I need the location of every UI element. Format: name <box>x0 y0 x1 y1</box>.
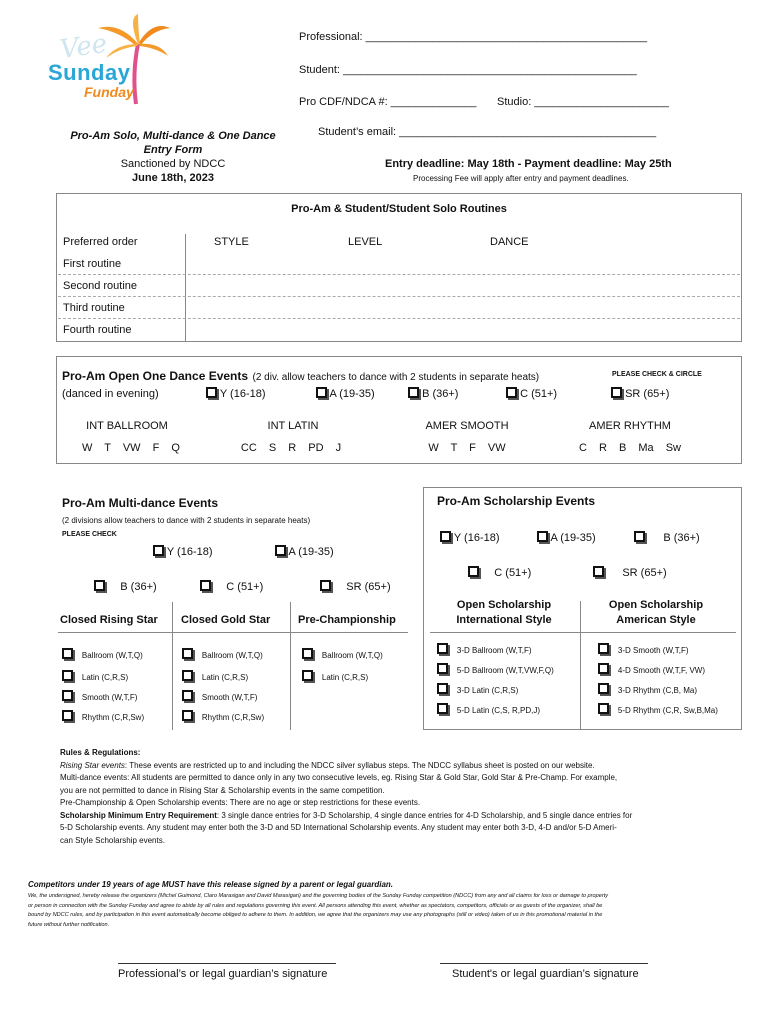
form-title: Pro-Am Solo, Multi-dance & One Dance <box>70 130 276 142</box>
scholarship-age-option[interactable]: C (51+) <box>468 566 531 579</box>
multi-age-option[interactable]: Y (16-18) <box>153 545 213 558</box>
multi-event-option[interactable]: Smooth (W,T,F) <box>182 690 257 702</box>
multi-title: Pro-Am Multi-dance Events <box>62 496 219 510</box>
scholarship-divider <box>580 601 581 730</box>
multi-event-option[interactable]: Ballroom (W,T,Q) <box>302 648 383 660</box>
scholarship-event-option[interactable]: 5-D Ballroom (W,T,VW,F,Q) <box>437 663 554 675</box>
checkbox-icon[interactable] <box>302 670 313 681</box>
student-email-field[interactable]: Student’s email: __________________________________________ <box>318 126 657 138</box>
scholarship-event-option[interactable]: 3-D Smooth (W,T,F) <box>598 643 689 655</box>
multi-event-option[interactable]: Ballroom (W,T,Q) <box>182 648 263 660</box>
checkbox-icon[interactable] <box>320 580 331 591</box>
scholarship-age-option[interactable]: SR (65+) <box>593 566 667 579</box>
multi-event-option[interactable]: Rhythm (C,R,Sw) <box>182 710 264 722</box>
style-int-ballroom: INT BALLROOM <box>86 420 168 432</box>
checkbox-icon[interactable] <box>153 545 164 556</box>
deadline-text: Entry deadline: May 18th - Payment deadline: May 25th <box>385 158 672 170</box>
age-option[interactable]: SR (65+) <box>611 387 669 400</box>
signature-label-professional: Professional’s or legal guardian’s signature <box>118 968 328 980</box>
multi-age-option[interactable]: A (19-35) <box>275 545 334 558</box>
rules-rising: Rising Star events: These events are restricted up to and including the NDCC silver syllabus steps. The NDCC syllabus sheet is posted on our website. <box>60 760 595 770</box>
checkbox-icon[interactable] <box>182 690 193 701</box>
checkbox-icon[interactable] <box>506 387 517 398</box>
scholarship-event-option[interactable]: 3-D Ballroom (W,T,F) <box>437 643 532 655</box>
checkbox-icon[interactable] <box>593 566 604 577</box>
logo-word-sunday: Sunday <box>48 60 131 85</box>
multi-subtitle: (2 divisions allow teachers to dance with 2 students in separate heats) <box>62 516 311 525</box>
sanctioned-text: Sanctioned by NDCC <box>120 158 226 170</box>
dances-int-ballroom[interactable]: W T VW F Q <box>82 442 180 454</box>
signature-line-professional[interactable] <box>118 963 336 964</box>
professional-field[interactable]: Professional: ______________________________________________ <box>299 31 648 43</box>
multi-event-option[interactable]: Latin (C,R,S) <box>182 670 248 682</box>
level-divider <box>172 602 173 730</box>
routine-row[interactable]: First routine <box>63 258 122 270</box>
checkbox-icon[interactable] <box>598 643 609 654</box>
release-heading: Competitors under 19 years of age MUST have this release signed by a parent or legal guardian. <box>28 880 393 889</box>
checkbox-icon[interactable] <box>182 648 193 659</box>
checkbox-icon[interactable] <box>437 703 448 714</box>
checkbox-icon[interactable] <box>408 387 419 398</box>
checkbox-icon[interactable] <box>62 710 73 721</box>
rules-section <box>60 747 730 847</box>
rules-min-3: can Style Scholarship events. <box>60 835 165 845</box>
checkbox-icon[interactable] <box>537 531 548 542</box>
checkbox-icon[interactable] <box>468 566 479 577</box>
routine-row[interactable]: Third routine <box>63 302 125 314</box>
dances-amer-smooth[interactable]: W T F VW <box>428 442 506 454</box>
checkbox-icon[interactable] <box>182 710 193 721</box>
scholarship-event-option[interactable]: 4-D Smooth (W,T,F, VW) <box>598 663 705 675</box>
form-title-block <box>50 130 296 184</box>
checkbox-icon[interactable] <box>62 648 73 659</box>
checkbox-icon[interactable] <box>62 690 73 701</box>
checkbox-icon[interactable] <box>62 670 73 681</box>
multi-age-option[interactable]: SR (65+) <box>320 580 391 593</box>
level-divider <box>290 602 291 730</box>
checkbox-icon[interactable] <box>275 545 286 556</box>
solo-divider <box>185 234 186 342</box>
rules-multi-1: Multi-dance events: All students are permitted to dance only in any two consecutive levels, eg. Rising Star & Gold Star, Gold Star & Pre-Champ. For example, <box>60 773 618 782</box>
multi-age-option[interactable]: B (36+) <box>94 580 157 593</box>
checkbox-icon[interactable] <box>440 531 451 542</box>
style-amer-smooth: AMER SMOOTH <box>425 420 509 432</box>
col-dance: DANCE <box>490 236 529 248</box>
age-option[interactable]: Y (16-18) <box>206 387 266 400</box>
solo-routines-box <box>56 193 742 342</box>
multi-event-option[interactable]: Smooth (W,T,F) <box>62 690 137 702</box>
checkbox-icon[interactable] <box>94 580 105 591</box>
checkbox-icon[interactable] <box>200 580 211 591</box>
checkbox-icon[interactable] <box>182 670 193 681</box>
level-underline <box>58 632 408 633</box>
rules-min-2: 5-D Scholarship events. Any student may enter both the 3-D and 5D International Scholarship events. Any student may enter both 3-D, 4-D and/or 5-D Ameri- <box>60 823 617 832</box>
scholarship-age-option[interactable]: B (36+) <box>634 531 700 544</box>
studio-field[interactable]: Studio: ______________________ <box>497 96 669 108</box>
amer-scholarship-title: Open Scholarship American Style <box>608 599 704 626</box>
level-rising-star: Closed Rising Star <box>60 614 158 626</box>
signature-line-student[interactable] <box>440 963 648 964</box>
col-preferred-order: Preferred order <box>63 236 138 248</box>
rules-multi-2: you are not permitted to dance in Rising Star & Scholarship events in the same competition. <box>60 785 385 795</box>
checkbox-icon[interactable] <box>206 387 217 398</box>
row-line <box>58 296 740 297</box>
check-circle-note: PLEASE CHECK & CIRCLE <box>612 371 702 378</box>
multi-check-note: PLEASE CHECK <box>62 531 117 538</box>
scholarship-underline <box>430 632 736 633</box>
level-gold-star: Closed Gold Star <box>181 614 271 626</box>
checkbox-icon[interactable] <box>302 648 313 659</box>
release-text: We, the undersigned, hereby release the organizers (Michel Guimond, Claro Marasigan and David Marasigan) and the governing bodies of the Sunday Funday competition (NDCC) from any and all claims for loss or damage to property or person in connection with the Sunday Funday and agree to abide by all rules and regulations governing this event. All persons attending this event, whether as spectators, competitors, officials or as guests of the organizer, shall be bound by NDCC rules, and by participation in this event automatically become obliged to adhere to them. In addition, we agree that the organizers may use any photographs (still or video) taken of us in this promotional material in the future without further notification. <box>28 893 609 928</box>
intl-scholarship-title: Open Scholarship International Style <box>456 599 552 626</box>
checkbox-icon[interactable] <box>598 703 609 714</box>
checkbox-icon[interactable] <box>437 643 448 654</box>
age-option[interactable]: C (51+) <box>506 387 557 400</box>
fee-note: Processing Fee will apply after entry and payment deadlines. <box>413 174 629 183</box>
style-int-latin: INT LATIN <box>267 420 319 432</box>
row-line <box>58 274 740 275</box>
checkbox-icon[interactable] <box>598 663 609 674</box>
scholarship-title: Pro-Am Scholarship Events <box>437 494 596 508</box>
col-style: STYLE <box>214 236 249 248</box>
checkbox-icon[interactable] <box>437 683 448 694</box>
solo-title: Pro-Am & Student/Student Solo Routines <box>291 203 507 215</box>
logo-word-funday: Funday <box>84 84 134 100</box>
evening-note: (danced in evening) <box>62 388 159 400</box>
routine-row[interactable]: Second routine <box>63 280 137 292</box>
multi-event-option[interactable]: Latin (C,R,S) <box>62 670 128 682</box>
scholarship-age-option[interactable]: A (19-35) <box>537 531 596 544</box>
age-option[interactable]: A (19-35) <box>316 387 375 400</box>
one-dance-header <box>62 367 539 385</box>
checkbox-icon[interactable] <box>634 531 645 542</box>
scholarship-event-option[interactable]: 5-D Latin (C,S, R,PD,J) <box>437 703 540 715</box>
student-field[interactable]: Student: ________________________________________________ <box>299 64 637 76</box>
multi-age-option[interactable]: C (51+) <box>200 580 263 593</box>
scholarship-event-option[interactable]: 5-D Rhythm (C,R, Sw,B,Ma) <box>598 703 718 715</box>
logo-word-vee: Vee <box>58 28 110 66</box>
rules-min-1: Scholarship Minimum Entry Requirement: 3 single dance entries for 3-D Scholarship, 4 single dance entries for 4-D Scholarship, and 5 single dance entries for <box>60 810 633 820</box>
one-dance-subtitle: (2 div. allow teachers to dance with 2 students in separate heats) <box>252 372 540 383</box>
checkbox-icon[interactable] <box>316 387 327 398</box>
form-subtitle: Entry Form <box>143 144 203 156</box>
rules-heading: Rules & Regulations: <box>60 748 141 757</box>
event-date: June 18th, 2023 <box>132 172 214 184</box>
scholarship-event-option[interactable]: 3-D Latin (C,R,S) <box>437 683 518 695</box>
routine-row[interactable]: Fourth routine <box>63 324 132 336</box>
dances-amer-rhythm[interactable]: C R B Ma Sw <box>578 442 681 454</box>
rules-pre: Pre-Championship & Open Scholarship events: There are no age or step restrictions for these events. <box>60 798 421 807</box>
level-pre-champ: Pre-Championship <box>298 614 396 626</box>
multi-event-option[interactable]: Ballroom (W,T,Q) <box>62 648 143 660</box>
scholarship-age-option[interactable]: Y (16-18) <box>440 531 500 544</box>
multi-event-option[interactable]: Latin (C,R,S) <box>302 670 368 682</box>
checkbox-icon[interactable] <box>611 387 622 398</box>
age-option[interactable]: B (36+) <box>408 387 458 400</box>
multi-event-option[interactable]: Rhythm (C,R,Sw) <box>62 710 144 722</box>
signature-label-student: Student's or legal guardian’s signature <box>452 968 639 980</box>
logo <box>40 14 170 114</box>
style-amer-rhythm: AMER RHYTHM <box>589 420 671 432</box>
row-line <box>58 318 740 319</box>
col-level: LEVEL <box>348 236 383 248</box>
dances-int-latin[interactable]: CC S R PD J <box>240 442 342 454</box>
one-dance-title: Pro-Am Open One Dance Events <box>62 369 249 383</box>
checkbox-icon[interactable] <box>437 663 448 674</box>
scholarship-event-option[interactable]: 3-D Rhythm (C,B, Ma) <box>598 683 697 695</box>
pro-cdf-field[interactable]: Pro CDF/NDCA #: ______________ <box>299 96 477 108</box>
checkbox-icon[interactable] <box>598 683 609 694</box>
